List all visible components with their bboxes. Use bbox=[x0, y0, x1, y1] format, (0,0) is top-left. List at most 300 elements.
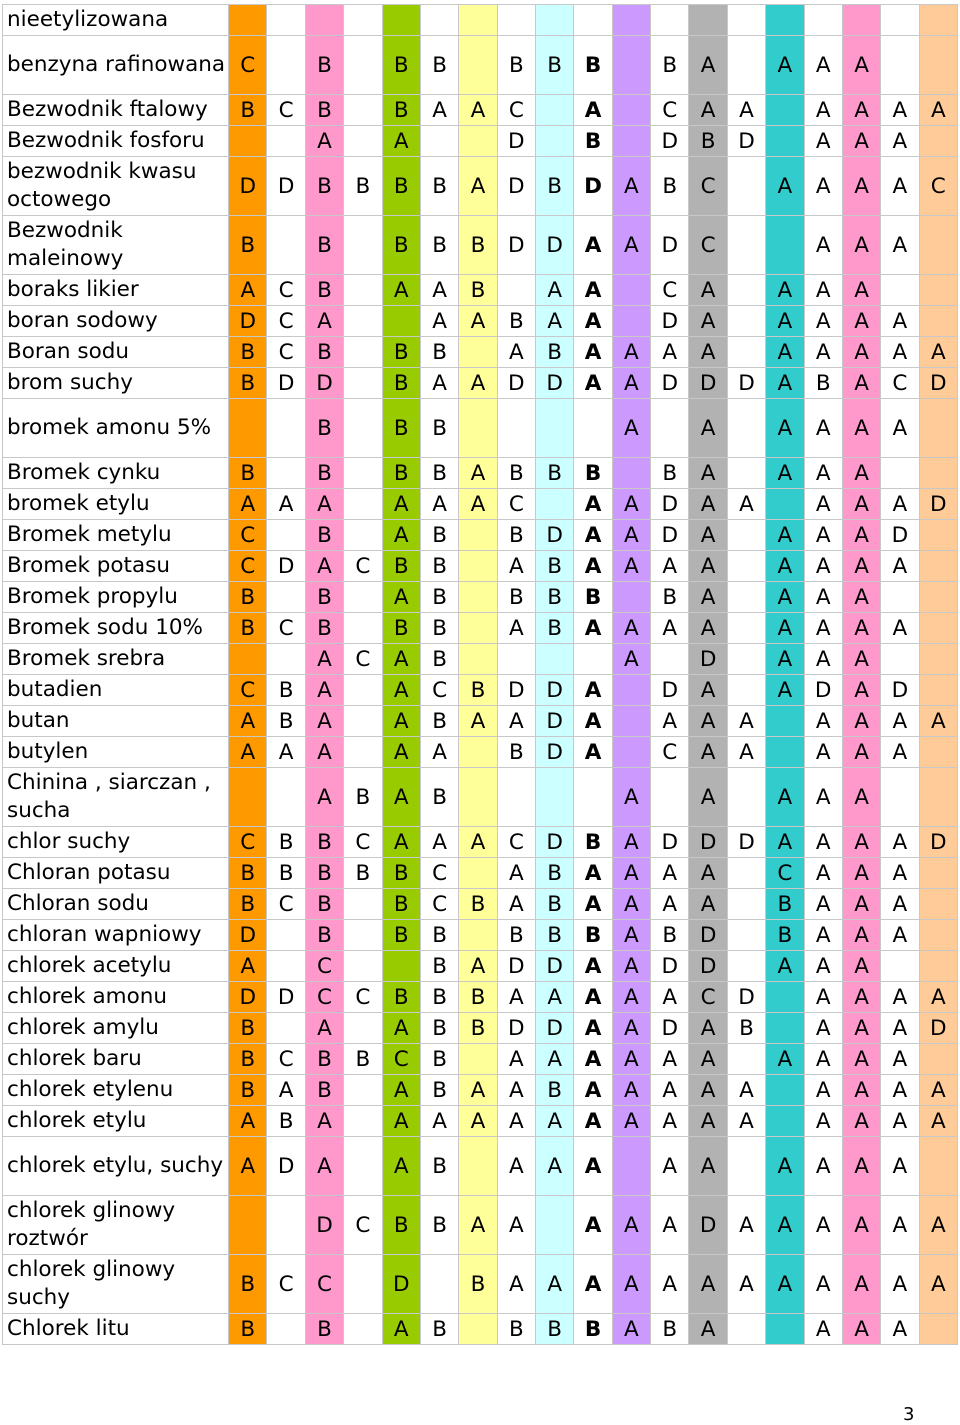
rating-cell: A bbox=[305, 644, 343, 675]
rating-cell: A bbox=[536, 1044, 574, 1075]
rating-cell: C bbox=[651, 275, 689, 306]
rating-cell: A bbox=[881, 1137, 919, 1196]
rating-cell: B bbox=[536, 920, 574, 951]
rating-cell: A bbox=[804, 582, 842, 613]
rating-cell: B bbox=[766, 889, 804, 920]
rating-cell: A bbox=[919, 95, 957, 126]
rating-cell: A bbox=[420, 95, 458, 126]
rating-cell: A bbox=[804, 827, 842, 858]
rating-cell: A bbox=[459, 1196, 497, 1255]
rating-cell: A bbox=[459, 95, 497, 126]
rating-cell: A bbox=[382, 1106, 420, 1137]
rating-cell: A bbox=[574, 1106, 612, 1137]
rating-cell: A bbox=[382, 768, 420, 827]
rating-cell: A bbox=[382, 1137, 420, 1196]
rating-cell: D bbox=[536, 520, 574, 551]
rating-cell: D bbox=[497, 126, 535, 157]
table-row bbox=[3, 768, 958, 827]
rating-cell: A bbox=[574, 982, 612, 1013]
rating-cell: A bbox=[842, 827, 880, 858]
rating-cell bbox=[651, 768, 689, 827]
rating-cell bbox=[267, 5, 305, 36]
rating-cell: A bbox=[612, 1075, 650, 1106]
rating-cell bbox=[459, 551, 497, 582]
rating-cell: D bbox=[727, 368, 765, 399]
rating-cell: C bbox=[229, 520, 267, 551]
rating-cell: A bbox=[804, 644, 842, 675]
rating-cell: A bbox=[574, 889, 612, 920]
rating-cell: D bbox=[497, 216, 535, 275]
rating-cell: B bbox=[420, 216, 458, 275]
rating-cell: A bbox=[842, 337, 880, 368]
rating-cell: A bbox=[804, 458, 842, 489]
rating-cell: A bbox=[766, 951, 804, 982]
rating-cell bbox=[344, 5, 382, 36]
rating-cell: A bbox=[804, 889, 842, 920]
rating-cell: A bbox=[651, 1106, 689, 1137]
table-body bbox=[3, 5, 958, 1345]
rating-cell bbox=[919, 551, 957, 582]
rating-cell: A bbox=[842, 1196, 880, 1255]
rating-cell bbox=[612, 1137, 650, 1196]
rating-cell: A bbox=[842, 951, 880, 982]
rating-cell: A bbox=[881, 1075, 919, 1106]
rating-cell: C bbox=[344, 644, 382, 675]
rating-cell bbox=[459, 1314, 497, 1345]
table-row bbox=[3, 889, 958, 920]
rating-cell bbox=[459, 399, 497, 458]
rating-cell bbox=[727, 1314, 765, 1345]
rating-cell: B bbox=[420, 551, 458, 582]
rating-cell: A bbox=[574, 1075, 612, 1106]
rating-cell: A bbox=[420, 306, 458, 337]
rating-cell: B bbox=[459, 1255, 497, 1314]
rating-cell: A bbox=[842, 858, 880, 889]
rating-cell: A bbox=[420, 489, 458, 520]
rating-cell: C bbox=[420, 889, 458, 920]
rating-cell: A bbox=[651, 982, 689, 1013]
rating-cell: B bbox=[344, 858, 382, 889]
rating-cell: B bbox=[497, 737, 535, 768]
rating-cell: A bbox=[804, 489, 842, 520]
rating-cell: A bbox=[842, 1106, 880, 1137]
rating-cell: B bbox=[229, 1075, 267, 1106]
chemical-name: boraks likier bbox=[3, 275, 229, 306]
rating-cell: B bbox=[382, 982, 420, 1013]
rating-cell bbox=[766, 5, 804, 36]
rating-cell bbox=[536, 5, 574, 36]
rating-cell: B bbox=[344, 1044, 382, 1075]
rating-cell: A bbox=[267, 1075, 305, 1106]
rating-cell: A bbox=[881, 858, 919, 889]
rating-cell: B bbox=[344, 768, 382, 827]
rating-cell: A bbox=[229, 1106, 267, 1137]
rating-cell: A bbox=[842, 644, 880, 675]
rating-cell: B bbox=[420, 399, 458, 458]
rating-cell: C bbox=[305, 982, 343, 1013]
rating-cell bbox=[536, 489, 574, 520]
rating-cell: A bbox=[842, 399, 880, 458]
chemical-name: bromek etylu bbox=[3, 489, 229, 520]
rating-cell: B bbox=[536, 858, 574, 889]
rating-cell: C bbox=[689, 982, 727, 1013]
rating-cell: B bbox=[536, 582, 574, 613]
rating-cell: D bbox=[651, 827, 689, 858]
rating-cell: A bbox=[612, 613, 650, 644]
rating-cell bbox=[459, 36, 497, 95]
rating-cell: D bbox=[229, 157, 267, 216]
rating-cell bbox=[766, 1075, 804, 1106]
rating-cell: A bbox=[420, 1106, 458, 1137]
rating-cell: B bbox=[651, 458, 689, 489]
rating-cell bbox=[459, 582, 497, 613]
rating-cell: A bbox=[536, 1137, 574, 1196]
rating-cell bbox=[229, 126, 267, 157]
rating-cell: D bbox=[919, 827, 957, 858]
rating-cell bbox=[612, 5, 650, 36]
rating-cell: A bbox=[651, 1044, 689, 1075]
rating-cell: D bbox=[536, 737, 574, 768]
rating-cell: A bbox=[689, 1255, 727, 1314]
rating-cell: A bbox=[842, 982, 880, 1013]
rating-cell: A bbox=[804, 613, 842, 644]
rating-cell: A bbox=[497, 1044, 535, 1075]
rating-cell: A bbox=[689, 737, 727, 768]
rating-cell bbox=[766, 216, 804, 275]
rating-cell: A bbox=[842, 275, 880, 306]
rating-cell bbox=[344, 399, 382, 458]
rating-cell bbox=[842, 5, 880, 36]
rating-cell: A bbox=[766, 768, 804, 827]
rating-cell: A bbox=[651, 706, 689, 737]
table-row bbox=[3, 399, 958, 458]
rating-cell: C bbox=[651, 737, 689, 768]
rating-cell: A bbox=[382, 827, 420, 858]
rating-cell: A bbox=[574, 1255, 612, 1314]
rating-cell: B bbox=[229, 582, 267, 613]
rating-cell: A bbox=[727, 95, 765, 126]
rating-cell bbox=[612, 706, 650, 737]
rating-cell: A bbox=[612, 920, 650, 951]
rating-cell bbox=[267, 1314, 305, 1345]
rating-cell: A bbox=[574, 306, 612, 337]
rating-cell: D bbox=[651, 1013, 689, 1044]
rating-cell: B bbox=[536, 36, 574, 95]
table-row bbox=[3, 951, 958, 982]
rating-cell bbox=[881, 275, 919, 306]
rating-cell bbox=[459, 737, 497, 768]
rating-cell: D bbox=[727, 982, 765, 1013]
chemical-name: bezwodnik kwasu octowego bbox=[3, 157, 229, 216]
rating-cell: C bbox=[267, 95, 305, 126]
rating-cell: A bbox=[305, 675, 343, 706]
rating-cell bbox=[612, 306, 650, 337]
rating-cell: A bbox=[804, 551, 842, 582]
rating-cell: A bbox=[727, 489, 765, 520]
rating-cell bbox=[382, 306, 420, 337]
rating-cell: A bbox=[766, 1255, 804, 1314]
rating-cell: C bbox=[267, 275, 305, 306]
rating-cell: B bbox=[497, 1314, 535, 1345]
rating-cell bbox=[766, 1013, 804, 1044]
rating-cell: A bbox=[842, 706, 880, 737]
rating-cell bbox=[344, 1255, 382, 1314]
rating-cell: A bbox=[766, 582, 804, 613]
chemical-name: butan bbox=[3, 706, 229, 737]
rating-cell bbox=[919, 399, 957, 458]
rating-cell: A bbox=[842, 1013, 880, 1044]
rating-cell: C bbox=[229, 551, 267, 582]
rating-cell: A bbox=[804, 951, 842, 982]
rating-cell: B bbox=[459, 216, 497, 275]
rating-cell bbox=[574, 5, 612, 36]
rating-cell: D bbox=[229, 306, 267, 337]
rating-cell bbox=[727, 337, 765, 368]
rating-cell: A bbox=[766, 1044, 804, 1075]
rating-cell: D bbox=[267, 157, 305, 216]
chemical-resistance-table bbox=[2, 4, 958, 1345]
rating-cell bbox=[459, 920, 497, 951]
rating-cell: B bbox=[267, 858, 305, 889]
chemical-name: chlor suchy bbox=[3, 827, 229, 858]
rating-cell: B bbox=[804, 368, 842, 399]
rating-cell bbox=[267, 458, 305, 489]
rating-cell: A bbox=[881, 1013, 919, 1044]
rating-cell: A bbox=[842, 889, 880, 920]
rating-cell: B bbox=[420, 1314, 458, 1345]
rating-cell bbox=[497, 275, 535, 306]
rating-cell bbox=[766, 982, 804, 1013]
rating-cell: A bbox=[842, 95, 880, 126]
rating-cell: A bbox=[766, 551, 804, 582]
rating-cell: A bbox=[689, 520, 727, 551]
rating-cell bbox=[267, 582, 305, 613]
rating-cell: A bbox=[689, 675, 727, 706]
rating-cell bbox=[344, 489, 382, 520]
rating-cell: A bbox=[881, 216, 919, 275]
rating-cell bbox=[727, 768, 765, 827]
rating-cell: A bbox=[651, 1255, 689, 1314]
rating-cell: A bbox=[804, 306, 842, 337]
chemical-name: Chloran sodu bbox=[3, 889, 229, 920]
rating-cell bbox=[267, 920, 305, 951]
rating-cell bbox=[229, 768, 267, 827]
rating-cell: B bbox=[420, 337, 458, 368]
rating-cell bbox=[766, 737, 804, 768]
rating-cell: D bbox=[651, 216, 689, 275]
table-row bbox=[3, 126, 958, 157]
rating-cell: A bbox=[766, 399, 804, 458]
rating-cell: C bbox=[305, 1255, 343, 1314]
table-row bbox=[3, 920, 958, 951]
rating-cell: A bbox=[804, 1255, 842, 1314]
rating-cell: B bbox=[305, 520, 343, 551]
rating-cell: A bbox=[459, 306, 497, 337]
table-row bbox=[3, 36, 958, 95]
rating-cell: B bbox=[382, 36, 420, 95]
rating-cell bbox=[612, 458, 650, 489]
table-row bbox=[3, 982, 958, 1013]
rating-cell: A bbox=[459, 1106, 497, 1137]
rating-cell: D bbox=[689, 1196, 727, 1255]
rating-cell: A bbox=[536, 982, 574, 1013]
rating-cell: B bbox=[651, 1314, 689, 1345]
rating-cell: B bbox=[420, 920, 458, 951]
rating-cell bbox=[382, 5, 420, 36]
table-row bbox=[3, 1075, 958, 1106]
rating-cell: B bbox=[382, 399, 420, 458]
table-row bbox=[3, 582, 958, 613]
rating-cell: A bbox=[804, 1196, 842, 1255]
rating-cell: A bbox=[881, 126, 919, 157]
table-row bbox=[3, 458, 958, 489]
rating-cell bbox=[727, 275, 765, 306]
chemical-name: brom suchy bbox=[3, 368, 229, 399]
rating-cell: A bbox=[689, 1075, 727, 1106]
rating-cell bbox=[919, 5, 957, 36]
rating-cell: B bbox=[267, 675, 305, 706]
table-row bbox=[3, 520, 958, 551]
rating-cell: A bbox=[881, 1106, 919, 1137]
rating-cell: A bbox=[574, 951, 612, 982]
rating-cell: A bbox=[420, 737, 458, 768]
rating-cell: A bbox=[842, 489, 880, 520]
rating-cell: A bbox=[497, 982, 535, 1013]
rating-cell bbox=[344, 706, 382, 737]
rating-cell bbox=[919, 520, 957, 551]
rating-cell bbox=[919, 1314, 957, 1345]
rating-cell: D bbox=[689, 368, 727, 399]
rating-cell: D bbox=[651, 489, 689, 520]
rating-cell bbox=[881, 458, 919, 489]
rating-cell: A bbox=[689, 306, 727, 337]
rating-cell: D bbox=[689, 951, 727, 982]
rating-cell: A bbox=[919, 1196, 957, 1255]
rating-cell bbox=[727, 520, 765, 551]
rating-cell: C bbox=[651, 95, 689, 126]
rating-cell: B bbox=[420, 458, 458, 489]
rating-cell: B bbox=[229, 1255, 267, 1314]
rating-cell: B bbox=[305, 458, 343, 489]
rating-cell: B bbox=[305, 399, 343, 458]
rating-cell: B bbox=[229, 95, 267, 126]
rating-cell: A bbox=[574, 1044, 612, 1075]
rating-cell bbox=[689, 5, 727, 36]
rating-cell: B bbox=[497, 520, 535, 551]
rating-cell: B bbox=[497, 920, 535, 951]
rating-cell: A bbox=[881, 706, 919, 737]
rating-cell: B bbox=[305, 920, 343, 951]
rating-cell: A bbox=[382, 126, 420, 157]
rating-cell: B bbox=[420, 982, 458, 1013]
rating-cell: A bbox=[382, 275, 420, 306]
rating-cell bbox=[766, 1106, 804, 1137]
rating-cell: B bbox=[459, 982, 497, 1013]
rating-cell: B bbox=[420, 613, 458, 644]
rating-cell: A bbox=[689, 458, 727, 489]
rating-cell: B bbox=[766, 920, 804, 951]
rating-cell bbox=[881, 951, 919, 982]
rating-cell: D bbox=[536, 675, 574, 706]
rating-cell: A bbox=[497, 551, 535, 582]
rating-cell: B bbox=[229, 858, 267, 889]
rating-cell: D bbox=[651, 306, 689, 337]
rating-cell bbox=[612, 126, 650, 157]
rating-cell: A bbox=[305, 737, 343, 768]
rating-cell bbox=[727, 1044, 765, 1075]
rating-cell bbox=[267, 36, 305, 95]
rating-cell bbox=[919, 644, 957, 675]
rating-cell bbox=[229, 644, 267, 675]
rating-cell: B bbox=[305, 1314, 343, 1345]
rating-cell bbox=[344, 520, 382, 551]
rating-cell: A bbox=[842, 306, 880, 337]
rating-cell: C bbox=[267, 889, 305, 920]
rating-cell: A bbox=[229, 1137, 267, 1196]
rating-cell: D bbox=[497, 1013, 535, 1044]
chemical-name: Bromek cynku bbox=[3, 458, 229, 489]
rating-cell: A bbox=[651, 858, 689, 889]
table-row bbox=[3, 827, 958, 858]
rating-cell: A bbox=[689, 36, 727, 95]
rating-cell bbox=[344, 1075, 382, 1106]
rating-cell: A bbox=[804, 1044, 842, 1075]
rating-cell: B bbox=[382, 368, 420, 399]
rating-cell: D bbox=[689, 827, 727, 858]
rating-cell bbox=[727, 5, 765, 36]
chemical-name: Bromek metylu bbox=[3, 520, 229, 551]
rating-cell: B bbox=[382, 858, 420, 889]
rating-cell bbox=[344, 368, 382, 399]
rating-cell: D bbox=[919, 368, 957, 399]
rating-cell: A bbox=[727, 706, 765, 737]
rating-cell bbox=[344, 1137, 382, 1196]
rating-cell: D bbox=[536, 706, 574, 737]
rating-cell bbox=[881, 644, 919, 675]
rating-cell: A bbox=[689, 613, 727, 644]
chemical-name: chlorek amylu bbox=[3, 1013, 229, 1044]
rating-cell: A bbox=[382, 675, 420, 706]
rating-cell bbox=[344, 1013, 382, 1044]
rating-cell: B bbox=[305, 1044, 343, 1075]
rating-cell: A bbox=[612, 368, 650, 399]
rating-cell bbox=[497, 5, 535, 36]
rating-cell bbox=[536, 768, 574, 827]
chemical-name: boran sodowy bbox=[3, 306, 229, 337]
chemical-name: Bezwodnik maleinowy bbox=[3, 216, 229, 275]
rating-cell: D bbox=[919, 489, 957, 520]
rating-cell: D bbox=[881, 520, 919, 551]
rating-cell bbox=[459, 5, 497, 36]
rating-cell bbox=[344, 95, 382, 126]
rating-cell: A bbox=[689, 768, 727, 827]
rating-cell: A bbox=[689, 1044, 727, 1075]
rating-cell: C bbox=[267, 1255, 305, 1314]
rating-cell: A bbox=[305, 126, 343, 157]
rating-cell bbox=[459, 613, 497, 644]
rating-cell bbox=[344, 306, 382, 337]
rating-cell bbox=[536, 1196, 574, 1255]
rating-cell: A bbox=[766, 644, 804, 675]
rating-cell: B bbox=[305, 157, 343, 216]
rating-cell: A bbox=[651, 337, 689, 368]
rating-cell bbox=[459, 1044, 497, 1075]
rating-cell: A bbox=[382, 706, 420, 737]
rating-cell: A bbox=[612, 520, 650, 551]
rating-cell: A bbox=[651, 613, 689, 644]
rating-cell: C bbox=[229, 827, 267, 858]
rating-cell: A bbox=[267, 737, 305, 768]
